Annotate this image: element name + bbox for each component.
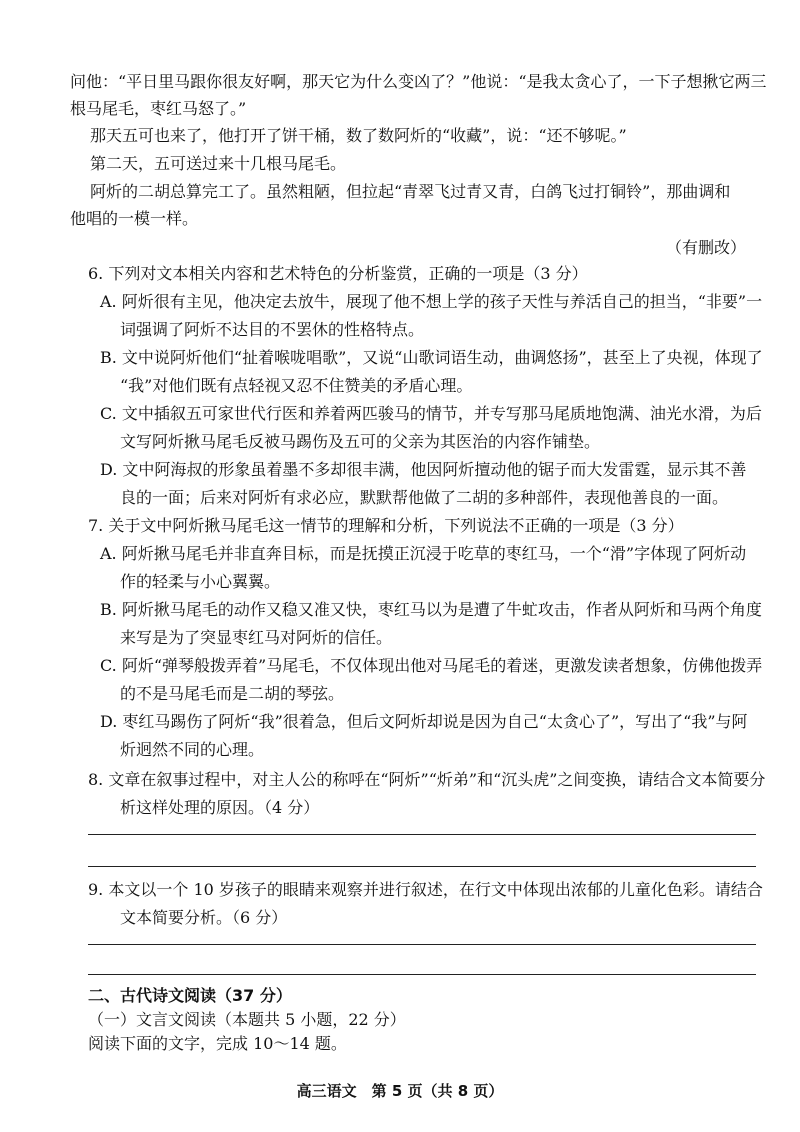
question-9-stem-cont: 文本简要分析。（6 分）: [120, 908, 288, 927]
answer-line[interactable]: [88, 834, 756, 835]
question-6-stem: 6. 下列对文本相关内容和艺术特色的分析鉴赏，正确的一项是（3 分）: [88, 264, 588, 283]
subsection-heading: （一）文言文阅读（本题共 5 小题，22 分）: [88, 1010, 406, 1029]
q6-option-c: C. 文中插叙五可家世代行医和养着两匹骏马的情节，并专写那马尾质地饱满、油光水滑，为后: [100, 404, 762, 423]
q6-option-b: B. 文中说阿炘他们“扯着喉咙唱歌”，又说“山歌词语生动，曲调悠扬”，甚至上了央视，体现了: [100, 348, 763, 367]
answer-line[interactable]: [88, 866, 756, 867]
page-footer: 高三语文 第 5 页（共 8 页）: [296, 1082, 504, 1100]
q6-option-d: D. 文中阿海叔的形象虽着墨不多却很丰满，他因阿炘擅动他的锯子而大发雷霆，显示其不善: [100, 460, 747, 479]
answer-line[interactable]: [88, 944, 756, 945]
q7-option-a: A. 阿炘揪马尾毛并非直奔目标，而是抚摸正沉浸于吃草的枣红马，一个“滑”字体现了阿炘动: [100, 544, 747, 563]
q6-option-a: A. 阿炘很有主见，他决定去放牛，展现了他不想上学的孩子天性与养活自己的担当，“非要”一: [100, 292, 763, 311]
source-note: （有删改）: [665, 238, 746, 257]
q7-option-c: C. 阿炘“弹琴般拨弄着”马尾毛，不仅体现出他对马尾毛的着迷，更激发读者想象，仿佛他拨弄: [100, 656, 763, 675]
q7-option-b-cont: 来写是为了突显枣红马对阿炘的信任。: [120, 628, 393, 647]
story-line: 根马尾毛，枣红马怒了。”: [70, 99, 247, 118]
story-line: 那天五可也来了，他打开了饼干桶，数了数阿炘的“收藏”，说：“还不够呢。”: [90, 126, 627, 145]
q6-option-b-cont: “我”对他们既有点轻视又忍不住赞美的矛盾心理。: [120, 376, 473, 395]
q6-option-c-cont: 文写阿炘揪马尾毛反被马踢伤及五可的父亲为其医治的内容作铺垫。: [120, 432, 601, 451]
instruction: 阅读下面的文字，完成 10～14 题。: [88, 1034, 347, 1053]
q6-option-a-cont: 词强调了阿炘不达目的不罢休的性格特点。: [120, 320, 425, 339]
q7-option-c-cont: 的不是马尾毛而是二胡的琴弦。: [120, 684, 345, 703]
q6-option-d-cont: 良的一面；后来对阿炘有求必应，默默帮他做了二胡的多种部件，表现他善良的一面。: [120, 488, 729, 507]
story-line: 问他：“平日里马跟你很友好啊，那天它为什么变凶了？”他说：“是我太贪心了，一下子想揪它两三: [70, 72, 767, 91]
answer-line[interactable]: [88, 974, 756, 975]
question-7-stem: 7. 关于文中阿炘揪马尾毛这一情节的理解和分析，下列说法不正确的一项是（3 分）: [88, 516, 684, 535]
q7-option-a-cont: 作的轻柔与小心翼翼。: [120, 572, 281, 591]
q7-option-b: B. 阿炘揪马尾毛的动作又稳又准又快，枣红马以为是遭了牛虻攻击，作者从阿炘和马两个角度: [100, 600, 762, 619]
story-line: 他唱的一模一样。: [70, 209, 199, 228]
question-9-stem: 9. 本文以一个 10 岁孩子的眼睛来观察并进行叙述，在行文中体现出浓郁的儿童化色彩。请结合: [88, 880, 763, 899]
question-8-stem-cont: 析这样处理的原因。（4 分）: [120, 798, 320, 817]
question-8-stem: 8. 文章在叙事过程中，对主人公的称呼在“阿炘”“炘弟”和“沉头虎”之间变换，请结合文本简要分: [88, 770, 766, 789]
story-line: 阿炘的二胡总算完工了。虽然粗陋，但拉起“青翠飞过青又青，白鸽飞过打铜铃”，那曲调和: [90, 182, 731, 201]
q7-option-d: D. 枣红马踢伤了阿炘“我”很着急，但后文阿炘却说是因为自己“太贪心了”，写出了“我”与阿: [100, 712, 748, 731]
story-line: 第二天，五可送过来十几根马尾毛。: [90, 154, 347, 173]
q7-option-d-cont: 炘迥然不同的心理。: [120, 740, 265, 759]
section-heading: 二、古代诗文阅读（37 分）: [88, 986, 292, 1005]
